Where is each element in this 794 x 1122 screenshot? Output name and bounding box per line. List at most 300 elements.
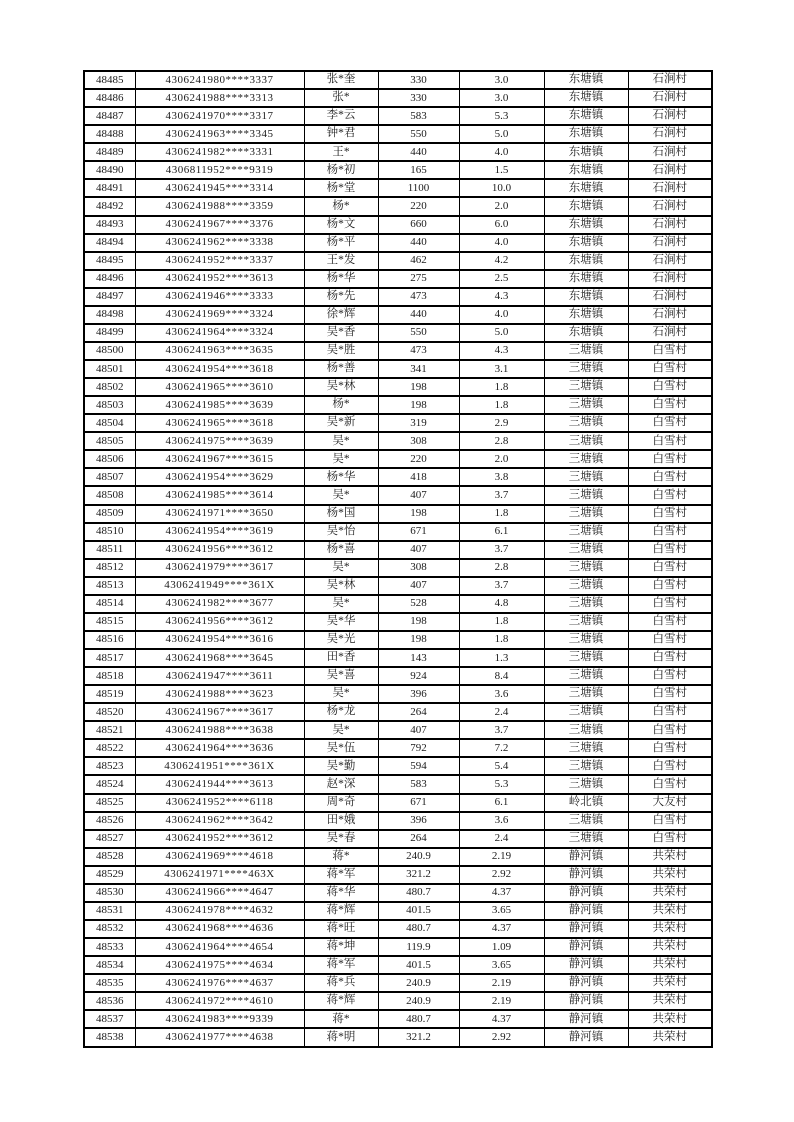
cell-sequence-number: 48515: [84, 613, 135, 631]
cell-amount: 240.9: [378, 992, 459, 1010]
cell-person-name: 李*云: [304, 107, 378, 125]
cell-amount: 792: [378, 739, 459, 757]
cell-sequence-number: 48538: [84, 1028, 135, 1047]
cell-person-name: 张*奎: [304, 71, 378, 89]
cell-sequence-number: 48518: [84, 667, 135, 685]
cell-amount: 407: [378, 541, 459, 559]
cell-sequence-number: 48485: [84, 71, 135, 89]
cell-person-name: 赵*深: [304, 775, 378, 793]
cell-masked-id-number: 4306241956****3612: [135, 613, 304, 631]
cell-amount: 1100: [378, 179, 459, 197]
table-row: [84, 775, 712, 793]
cell-amount: 550: [378, 324, 459, 342]
cell-village: 共荣村: [628, 848, 712, 866]
table-row: [84, 252, 712, 270]
cell-person-name: 蒋*辉: [304, 902, 378, 920]
cell-village: 白雪村: [628, 613, 712, 631]
cell-masked-id-number: 4306241949****361X: [135, 577, 304, 595]
cell-town: 东塘镇: [544, 252, 628, 270]
cell-village: 石涧村: [628, 143, 712, 161]
table-row: [84, 721, 712, 739]
cell-ratio: 1.8: [459, 378, 544, 396]
cell-village: 石涧村: [628, 288, 712, 306]
cell-person-name: 王*: [304, 143, 378, 161]
cell-village: 石涧村: [628, 107, 712, 125]
cell-masked-id-number: 4306241971****3650: [135, 505, 304, 523]
cell-amount: 440: [378, 306, 459, 324]
cell-ratio: 1.3: [459, 649, 544, 667]
table-row: [84, 830, 712, 848]
cell-sequence-number: 48491: [84, 179, 135, 197]
cell-town: 三塘镇: [544, 541, 628, 559]
cell-town: 三塘镇: [544, 486, 628, 504]
cell-town: 东塘镇: [544, 107, 628, 125]
table-row: [84, 992, 712, 1010]
table-row: [84, 360, 712, 378]
table-row: [84, 631, 712, 649]
cell-village: 白雪村: [628, 649, 712, 667]
cell-town: 岭北镇: [544, 794, 628, 812]
cell-person-name: 吴*怡: [304, 523, 378, 541]
cell-town: 三塘镇: [544, 721, 628, 739]
cell-ratio: 4.37: [459, 920, 544, 938]
cell-person-name: 吴*: [304, 486, 378, 504]
cell-town: 东塘镇: [544, 143, 628, 161]
cell-ratio: 2.8: [459, 559, 544, 577]
table-row: [84, 468, 712, 486]
cell-ratio: 2.9: [459, 414, 544, 432]
cell-village: 白雪村: [628, 414, 712, 432]
cell-amount: 341: [378, 360, 459, 378]
cell-masked-id-number: 4306241988****3313: [135, 89, 304, 107]
cell-town: 静河镇: [544, 1028, 628, 1047]
cell-person-name: 蒋*明: [304, 1028, 378, 1047]
cell-ratio: 4.0: [459, 143, 544, 161]
cell-amount: 198: [378, 505, 459, 523]
cell-ratio: 2.4: [459, 703, 544, 721]
cell-person-name: 杨*先: [304, 288, 378, 306]
cell-village: 石涧村: [628, 234, 712, 252]
cell-amount: 220: [378, 450, 459, 468]
table-row: [84, 342, 712, 360]
cell-village: 白雪村: [628, 595, 712, 613]
cell-masked-id-number: 4306241944****3613: [135, 775, 304, 793]
table-row: [84, 902, 712, 920]
cell-town: 静河镇: [544, 1010, 628, 1028]
cell-village: 白雪村: [628, 812, 712, 830]
cell-sequence-number: 48508: [84, 486, 135, 504]
cell-amount: 480.7: [378, 884, 459, 902]
cell-ratio: 3.6: [459, 685, 544, 703]
cell-amount: 440: [378, 234, 459, 252]
cell-ratio: 1.8: [459, 505, 544, 523]
cell-amount: 407: [378, 577, 459, 595]
cell-village: 白雪村: [628, 378, 712, 396]
cell-person-name: 蒋*华: [304, 884, 378, 902]
table-row: [84, 414, 712, 432]
cell-person-name: 杨*初: [304, 161, 378, 179]
cell-amount: 462: [378, 252, 459, 270]
cell-town: 三塘镇: [544, 812, 628, 830]
table-row: [84, 1028, 712, 1047]
cell-masked-id-number: 4306241971****463X: [135, 866, 304, 884]
cell-sequence-number: 48514: [84, 595, 135, 613]
table-row: [84, 234, 712, 252]
cell-person-name: 杨*龙: [304, 703, 378, 721]
cell-sequence-number: 48537: [84, 1010, 135, 1028]
cell-ratio: 7.2: [459, 739, 544, 757]
cell-town: 静河镇: [544, 902, 628, 920]
cell-person-name: 蒋*旺: [304, 920, 378, 938]
cell-village: 白雪村: [628, 559, 712, 577]
cell-ratio: 3.7: [459, 577, 544, 595]
cell-masked-id-number: 4306241988****3359: [135, 197, 304, 215]
cell-ratio: 8.4: [459, 667, 544, 685]
cell-sequence-number: 48506: [84, 450, 135, 468]
cell-town: 静河镇: [544, 866, 628, 884]
cell-sequence-number: 48488: [84, 125, 135, 143]
cell-town: 三塘镇: [544, 396, 628, 414]
cell-masked-id-number: 4306241970****3317: [135, 107, 304, 125]
cell-ratio: 1.8: [459, 396, 544, 414]
cell-village: 石涧村: [628, 197, 712, 215]
cell-village: 白雪村: [628, 739, 712, 757]
cell-town: 静河镇: [544, 956, 628, 974]
cell-sequence-number: 48499: [84, 324, 135, 342]
cell-town: 三塘镇: [544, 360, 628, 378]
cell-ratio: 4.3: [459, 288, 544, 306]
cell-sequence-number: 48528: [84, 848, 135, 866]
cell-village: 石涧村: [628, 216, 712, 234]
cell-person-name: 杨*国: [304, 505, 378, 523]
table-row: [84, 613, 712, 631]
table-row: [84, 577, 712, 595]
cell-amount: 671: [378, 523, 459, 541]
cell-village: 白雪村: [628, 505, 712, 523]
cell-ratio: 4.37: [459, 884, 544, 902]
table-row: [84, 270, 712, 288]
cell-masked-id-number: 4306241962****3642: [135, 812, 304, 830]
cell-sequence-number: 48536: [84, 992, 135, 1010]
cell-masked-id-number: 4306241945****3314: [135, 179, 304, 197]
roster-table: [83, 70, 713, 1048]
cell-masked-id-number: 4306241967****3376: [135, 216, 304, 234]
cell-person-name: 吴*华: [304, 613, 378, 631]
cell-village: 石涧村: [628, 125, 712, 143]
cell-town: 三塘镇: [544, 667, 628, 685]
cell-sequence-number: 48496: [84, 270, 135, 288]
cell-amount: 418: [378, 468, 459, 486]
cell-masked-id-number: 4306241988****3638: [135, 721, 304, 739]
cell-town: 三塘镇: [544, 703, 628, 721]
cell-village: 石涧村: [628, 270, 712, 288]
cell-amount: 550: [378, 125, 459, 143]
cell-village: 白雪村: [628, 342, 712, 360]
cell-masked-id-number: 4306241951****361X: [135, 757, 304, 775]
cell-sequence-number: 48490: [84, 161, 135, 179]
cell-person-name: 吴*新: [304, 414, 378, 432]
cell-person-name: 吴*伍: [304, 739, 378, 757]
cell-town: 静河镇: [544, 938, 628, 956]
cell-ratio: 1.09: [459, 938, 544, 956]
table-row: [84, 974, 712, 992]
cell-person-name: 钟*君: [304, 125, 378, 143]
table-row: [84, 89, 712, 107]
cell-sequence-number: 48534: [84, 956, 135, 974]
table-row: [84, 396, 712, 414]
cell-village: 共荣村: [628, 902, 712, 920]
cell-village: 白雪村: [628, 450, 712, 468]
cell-person-name: 吴*林: [304, 577, 378, 595]
cell-person-name: 徐*辉: [304, 306, 378, 324]
cell-person-name: 吴*: [304, 432, 378, 450]
cell-amount: 240.9: [378, 974, 459, 992]
cell-sequence-number: 48486: [84, 89, 135, 107]
table-row: [84, 920, 712, 938]
cell-masked-id-number: 4306241966****4647: [135, 884, 304, 902]
cell-town: 东塘镇: [544, 89, 628, 107]
cell-ratio: 2.92: [459, 866, 544, 884]
cell-person-name: 田*娥: [304, 812, 378, 830]
cell-ratio: 2.0: [459, 197, 544, 215]
cell-village: 共荣村: [628, 992, 712, 1010]
cell-person-name: 蒋*军: [304, 956, 378, 974]
cell-amount: 407: [378, 721, 459, 739]
cell-person-name: 蒋*坤: [304, 938, 378, 956]
cell-sequence-number: 48512: [84, 559, 135, 577]
cell-ratio: 3.65: [459, 902, 544, 920]
cell-ratio: 4.0: [459, 234, 544, 252]
table-row: [84, 523, 712, 541]
cell-town: 静河镇: [544, 884, 628, 902]
cell-ratio: 3.1: [459, 360, 544, 378]
cell-village: 白雪村: [628, 523, 712, 541]
cell-amount: 319: [378, 414, 459, 432]
cell-town: 三塘镇: [544, 613, 628, 631]
cell-amount: 165: [378, 161, 459, 179]
cell-ratio: 1.5: [459, 161, 544, 179]
cell-person-name: 杨*善: [304, 360, 378, 378]
cell-person-name: 吴*光: [304, 631, 378, 649]
cell-masked-id-number: 4306241985****3639: [135, 396, 304, 414]
table-row: [84, 667, 712, 685]
cell-masked-id-number: 4306241952****6118: [135, 794, 304, 812]
cell-masked-id-number: 4306241968****4636: [135, 920, 304, 938]
cell-town: 东塘镇: [544, 197, 628, 215]
cell-amount: 308: [378, 559, 459, 577]
table-row: [84, 541, 712, 559]
cell-amount: 924: [378, 667, 459, 685]
cell-amount: 321.2: [378, 1028, 459, 1047]
cell-amount: 198: [378, 396, 459, 414]
cell-masked-id-number: 4306241983****9339: [135, 1010, 304, 1028]
cell-masked-id-number: 4306241980****3337: [135, 71, 304, 89]
cell-amount: 198: [378, 378, 459, 396]
cell-village: 共荣村: [628, 866, 712, 884]
cell-village: 共荣村: [628, 884, 712, 902]
cell-village: 白雪村: [628, 667, 712, 685]
cell-town: 三塘镇: [544, 830, 628, 848]
cell-village: 白雪村: [628, 721, 712, 739]
cell-village: 大友村: [628, 794, 712, 812]
cell-ratio: 6.1: [459, 794, 544, 812]
cell-village: 白雪村: [628, 775, 712, 793]
cell-masked-id-number: 4306241978****4632: [135, 902, 304, 920]
cell-amount: 480.7: [378, 920, 459, 938]
cell-town: 东塘镇: [544, 306, 628, 324]
cell-amount: 119.9: [378, 938, 459, 956]
cell-village: 白雪村: [628, 830, 712, 848]
cell-ratio: 4.8: [459, 595, 544, 613]
cell-ratio: 5.3: [459, 107, 544, 125]
cell-person-name: 吴*: [304, 559, 378, 577]
cell-town: 三塘镇: [544, 631, 628, 649]
cell-village: 白雪村: [628, 360, 712, 378]
cell-masked-id-number: 4306241954****3616: [135, 631, 304, 649]
table-row: [84, 107, 712, 125]
cell-masked-id-number: 4306241968****3645: [135, 649, 304, 667]
cell-masked-id-number: 4306241967****3617: [135, 703, 304, 721]
cell-person-name: 杨*文: [304, 216, 378, 234]
cell-ratio: 3.7: [459, 541, 544, 559]
cell-ratio: 2.4: [459, 830, 544, 848]
cell-ratio: 6.1: [459, 523, 544, 541]
cell-sequence-number: 48519: [84, 685, 135, 703]
cell-masked-id-number: 4306241954****3629: [135, 468, 304, 486]
table-row: [84, 306, 712, 324]
cell-amount: 660: [378, 216, 459, 234]
cell-village: 白雪村: [628, 432, 712, 450]
cell-sequence-number: 48529: [84, 866, 135, 884]
cell-person-name: 蒋*辉: [304, 992, 378, 1010]
cell-town: 静河镇: [544, 848, 628, 866]
cell-town: 三塘镇: [544, 450, 628, 468]
cell-sequence-number: 48533: [84, 938, 135, 956]
table-row: [84, 757, 712, 775]
cell-masked-id-number: 4306241954****3618: [135, 360, 304, 378]
cell-village: 石涧村: [628, 252, 712, 270]
cell-ratio: 6.0: [459, 216, 544, 234]
cell-sequence-number: 48504: [84, 414, 135, 432]
cell-town: 东塘镇: [544, 234, 628, 252]
cell-masked-id-number: 4306241988****3623: [135, 685, 304, 703]
cell-masked-id-number: 4306811952****9319: [135, 161, 304, 179]
cell-masked-id-number: 4306241972****4610: [135, 992, 304, 1010]
table-row: [84, 595, 712, 613]
cell-masked-id-number: 4306241982****3331: [135, 143, 304, 161]
cell-sequence-number: 48527: [84, 830, 135, 848]
cell-ratio: 2.19: [459, 974, 544, 992]
cell-amount: 473: [378, 288, 459, 306]
table-row: [84, 559, 712, 577]
cell-masked-id-number: 4306241956****3612: [135, 541, 304, 559]
cell-town: 三塘镇: [544, 468, 628, 486]
cell-person-name: 杨*: [304, 197, 378, 215]
table-row: [84, 739, 712, 757]
cell-sequence-number: 48531: [84, 902, 135, 920]
cell-sequence-number: 48526: [84, 812, 135, 830]
cell-village: 共荣村: [628, 938, 712, 956]
cell-ratio: 2.0: [459, 450, 544, 468]
cell-sequence-number: 48502: [84, 378, 135, 396]
cell-village: 共荣村: [628, 1010, 712, 1028]
cell-town: 东塘镇: [544, 216, 628, 234]
cell-masked-id-number: 4306241969****4618: [135, 848, 304, 866]
table-row: [84, 324, 712, 342]
cell-masked-id-number: 4306241965****3618: [135, 414, 304, 432]
cell-sequence-number: 48501: [84, 360, 135, 378]
table-row: [84, 848, 712, 866]
cell-town: 静河镇: [544, 992, 628, 1010]
cell-masked-id-number: 4306241954****3619: [135, 523, 304, 541]
cell-person-name: 吴*香: [304, 324, 378, 342]
cell-person-name: 杨*喜: [304, 541, 378, 559]
cell-town: 三塘镇: [544, 523, 628, 541]
table-row: [84, 197, 712, 215]
cell-town: 静河镇: [544, 974, 628, 992]
cell-ratio: 5.4: [459, 757, 544, 775]
cell-person-name: 吴*: [304, 450, 378, 468]
cell-sequence-number: 48509: [84, 505, 135, 523]
cell-amount: 528: [378, 595, 459, 613]
cell-ratio: 4.3: [459, 342, 544, 360]
cell-village: 共荣村: [628, 974, 712, 992]
cell-village: 石涧村: [628, 179, 712, 197]
table-row: [84, 143, 712, 161]
cell-village: 白雪村: [628, 541, 712, 559]
cell-sequence-number: 48525: [84, 794, 135, 812]
cell-person-name: 吴*春: [304, 830, 378, 848]
cell-town: 三塘镇: [544, 685, 628, 703]
cell-town: 三塘镇: [544, 342, 628, 360]
cell-ratio: 5.3: [459, 775, 544, 793]
cell-masked-id-number: 4306241967****3615: [135, 450, 304, 468]
cell-village: 白雪村: [628, 486, 712, 504]
cell-village: 石涧村: [628, 161, 712, 179]
cell-town: 东塘镇: [544, 161, 628, 179]
cell-amount: 220: [378, 197, 459, 215]
cell-sequence-number: 48510: [84, 523, 135, 541]
cell-amount: 401.5: [378, 902, 459, 920]
cell-ratio: 2.5: [459, 270, 544, 288]
cell-person-name: 吴*: [304, 595, 378, 613]
table-row: [84, 956, 712, 974]
cell-sequence-number: 48497: [84, 288, 135, 306]
cell-ratio: 1.8: [459, 631, 544, 649]
cell-village: 共荣村: [628, 1028, 712, 1047]
cell-sequence-number: 48530: [84, 884, 135, 902]
cell-town: 三塘镇: [544, 378, 628, 396]
cell-ratio: 5.0: [459, 324, 544, 342]
table-row: [84, 1010, 712, 1028]
cell-town: 三塘镇: [544, 757, 628, 775]
cell-town: 三塘镇: [544, 432, 628, 450]
cell-person-name: 王*发: [304, 252, 378, 270]
cell-town: 三塘镇: [544, 595, 628, 613]
cell-village: 白雪村: [628, 685, 712, 703]
cell-ratio: 2.92: [459, 1028, 544, 1047]
cell-ratio: 3.8: [459, 468, 544, 486]
cell-masked-id-number: 4306241969****3324: [135, 306, 304, 324]
cell-sequence-number: 48503: [84, 396, 135, 414]
cell-ratio: 3.7: [459, 721, 544, 739]
table-row: [84, 288, 712, 306]
cell-sequence-number: 48489: [84, 143, 135, 161]
cell-ratio: 3.7: [459, 486, 544, 504]
cell-town: 东塘镇: [544, 270, 628, 288]
cell-amount: 264: [378, 703, 459, 721]
cell-sequence-number: 48500: [84, 342, 135, 360]
